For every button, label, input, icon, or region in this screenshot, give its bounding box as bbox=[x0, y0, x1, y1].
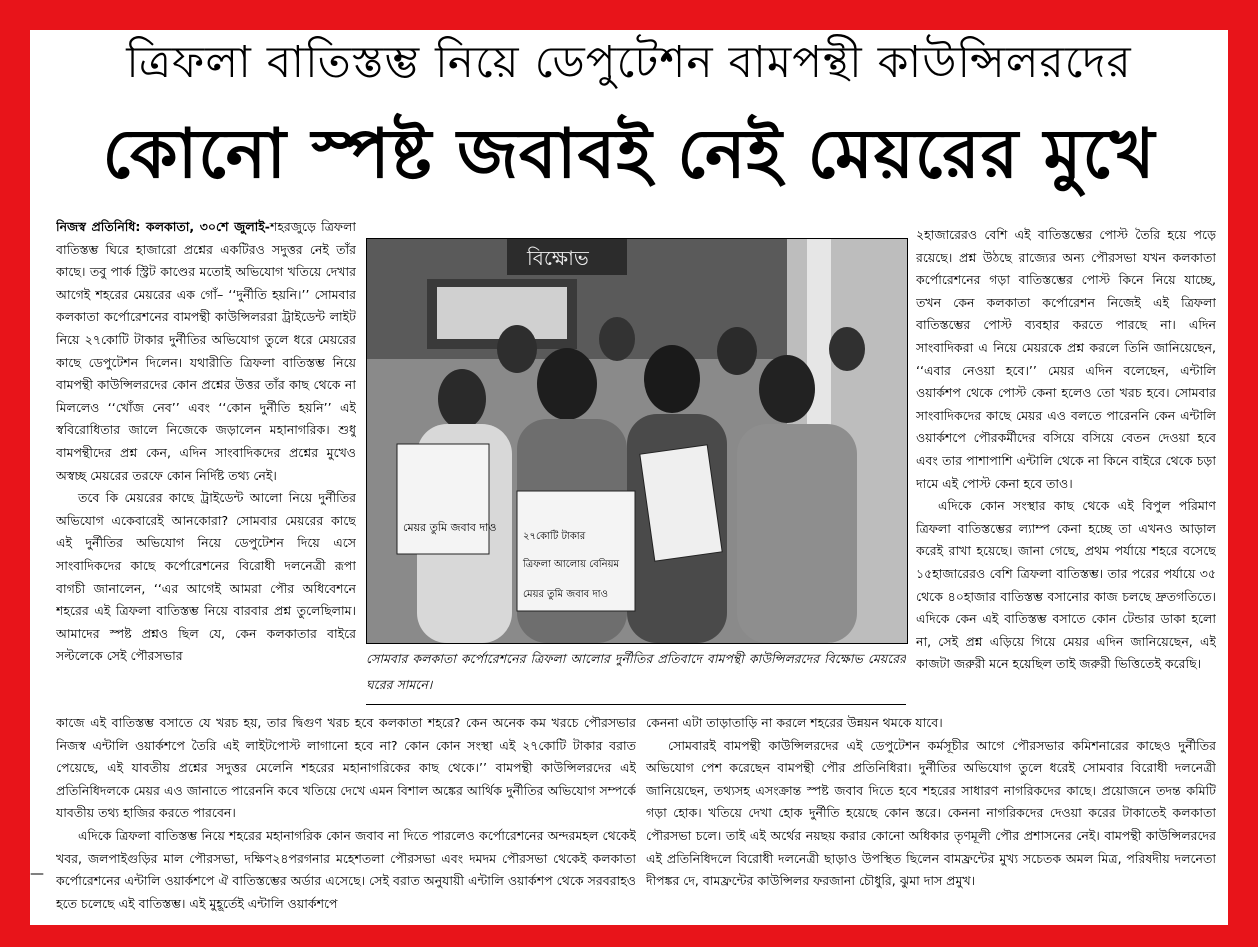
main-headline: কোনো স্পষ্ট জবাবই নেই মেয়রের মুখে bbox=[102, 115, 1156, 194]
paragraph: ২হাজারেরও বেশি এই বাতিস্তম্ভের পোস্ট তৈরি হয়ে পড়ে রয়েছে। প্রশ্ন উঠছে রাজ্যের অন্য পৌরসভা যখন কলকাতা কর্পোরেশনের গড়া বাতিস্তম্ভের পোস্ট কিনে নিয়ে যাচ্ছে, তখন কেন কলকাতা কর্পোরেশন নিজেই এই ত্রিফলা বাতিস্তম্ভের পোস্ট ব্যবহার করতে পারছে না। এদিন সাংবাদিকরা এ নিয়ে মেয়রকে প্রশ্ন করলে তিনি জানিয়েছেন, ‘‘এবার নেওয়া হবে।’’ মেয়র এদিন বলেছেন, এন্টালি ওয়ার্কশপ থেকে পোস্ট কেনা হলেও তো খরচ হবে। সোমবার সাংবাদিকদের কাছে মেয়র এও বলতে পারেননি কেন এন্টালি ওয়ার্কশপে পৌরকর্মীদের বসিয়ে বসিয়ে বেতন দেওয়া হবে এবং তার পাশাপাশি এন্টালি থেকে না কিনে বাইরে থেকে চড়া দামে এই পোস্ট কেনা হবে তাও। bbox=[916, 227, 1216, 491]
paragraph: এদিকে কোন সংস্থার কাছ থেকে এই বিপুল পরিমাণ ত্রিফলা বাতিস্তম্ভের ল্যাম্প কেনা হচ্ছে তা এখনও আড়াল করেই রাখা হয়েছে। জানা গেছে, প্রথম পর্যায়ে শহরে বসেছে ১৫হাজারেরও বেশি ত্রিফলা বাতিস্তম্ভ। তার পরের পর্যায়ে ৩৫ থেকে ৪০হাজার বাতিস্তম্ভ বসানোর কাজ চলছে দ্রুতগতিতে। এদিকে কেন এই বাতিস্তম্ভ বসাতে কোন টেন্ডার ডাকা হলো না, সেই প্রশ্ন এড়িয়ে গিয়ে মেয়র এদিন জানিয়েছেন, এই কাজটা জরুরী মনে হয়েছিল তাই জরুরী ভিত্তিতেই করেছি। bbox=[916, 498, 1216, 672]
paragraph: কাজে এই বাতিস্তম্ভ বসাতে যে খরচ হয়, তার দ্বিগুণ খরচ হবে কলকাতা শহরে? কেন অনেক কম খরচে পৌরসভার নিজস্ব এন্টালি ওয়ার্কশপে তৈরি এই লাইটপোস্ট লাগানো হবে না? কোন কোন সংস্থা এই ২৭কোটি টাকার বরাত পেয়েছে, এই যাবতীয় প্রশ্নের সদুত্তর মেলেনি শহরের মহানাগরিকের কাছ থেকে।’’ বামপন্থী কাউন্সিলরদের এই প্রতিনিধিদলকে মেয়র এও জানাতে পারেননি কবে খতিয়ে দেখে এমন বিশাল অঙ্কের আর্থিক দুর্নীতির অভিযোগ সম্পর্কে যাবতীয় তথ্য হাজির করতে পারবেন। bbox=[56, 715, 636, 821]
news-photo bbox=[366, 238, 908, 644]
paragraph-text: শহরজুড়ে ত্রিফলা বাতিস্তম্ভ ঘিরে হাজারো প্রশ্নের একটিরও সদুত্তর নেই তাঁর কাছে। তবু পার্ক স্ট্রিট কাণ্ডের মতোই অভিযোগ খতিয়ে দেখার আগেই শহরের মেয়রের এক গোঁ– ‘‘দুর্নীতি হয়নি।’’ সোমবার কলকাতা কর্পোরেশনের বামপন্থী কাউন্সিলররা ট্রাইডেন্ট লাইট নিয়ে ২৭কোটি টাকার দুর্নীতির অভিযোগ তুলে ধরে মেয়রের কাছে ডেপুটেশন দিলেন। যথারীতি ত্রিফলা বাতিস্তম্ভ নিয়ে বামপন্থী কাউন্সিলরদের কোন প্রশ্নের উত্তর তাঁর কাছ থেকে না মিললেও ‘‘খোঁজ নেব’’ এবং ‘‘কোন দুর্নীতি হয়নি’’ এই স্ববিরোধিতার জালে নিজেকে জড়ালেন মহানাগরিক। শুধু বামপন্থীদের প্রশ্ন কেন, এদিন সাংবাদিকদের প্রশ্নের মুখেও অস্বচ্ছ মেয়রের তরফে কোন নির্দিষ্ট তথ্য নেই। bbox=[56, 219, 356, 483]
column-bottom-right bbox=[646, 712, 1216, 924]
column-left bbox=[56, 216, 356, 710]
newspaper-clipping bbox=[30, 30, 1228, 925]
paragraph: এদিকে ত্রিফলা বাতিস্তম্ভ নিয়ে শহরের মহানাগরিক কোন জবাব না দিতে পারলেও কর্পোরেশনের অন্দরমহল থেকেই খবর, জলপাইগুড়ির মাল পৌরসভা, দক্ষিণ২৪পরগনার মহেশতলা পৌরসভা এবং দমদম পৌরসভা থেকেই কলকাতা কর্পোরেশনের এন্টালি ওয়ার্কশপে ঐ বাতিস্তম্ভের অর্ডার এসেছে। সেই বরাত অনুযায়ী এন্টালি ওয়ার্কশপ থেকে সরবরাহও হতে চলেছে এই বাতিস্তম্ভ। এই মুহূর্তেই এন্টালি ওয়ার্কশপে bbox=[56, 827, 636, 911]
column-right bbox=[916, 224, 1216, 714]
placard-4: মেয়র তুমি জবাব দাও bbox=[523, 589, 608, 600]
paragraph: সোমবারই বামপন্থী কাউন্সিলরদের এই ডেপুটেশন কর্মসূচীর আগে পৌরসভার কমিশনারের কাছেও দুর্নীতির অভিযোগ পেশ করেছেন বামপন্থী পৌর প্রতিনিধিরা। দুর্নীতির অভিযোগ তুলে ধরেই সোমবার বিরোধী দলনেত্রী জানিয়েছেন, তথ্যসহ এসংক্রান্ত স্পষ্ট জবাব দিতে হবে শহরের সাধারণ নাগরিকদের কাছে। প্রয়োজনে তদন্ত কমিটি গড়া হোক। খতিয়ে দেখা হোক দুর্নীতি হয়েছে কোন স্তরে। কেননা নাগরিকদের দেওয়া করের টাকাতেই কলকাতা পৌরসভা চলে। তাই এই অর্থের নয়ছয় করার কোনো অধিকার তৃণমূলী পৌর প্রশাসনের নেই। বামপন্থী কাউন্সিলরদের এই প্রতিনিধিদলে বিরোধী দলনেত্রী ছাড়াও উপস্থিত ছিলেন বামফ্রন্টের মুখ্য সচেতক অমল মিত্র, পরিষদীয় দলনেতা দীপঙ্কর দে, বামফ্রন্টের কাউন্সিলর ফরজানা চৌধুরি, ঝুমা দাস প্রমুখ। bbox=[646, 737, 1216, 889]
photo-caption: সোমবার কলকাতা কর্পোরেশনের ত্রিফলা আলোর দুর্নীতির প্রতিবাদে বামপন্থী কাউন্সিলরদের বিক্ষোভ মেয়রের ঘরের সামনে। bbox=[366, 651, 906, 692]
paragraph: কেননা এটা তাড়াতাড়ি না করলে শহরের উন্নয়ন থমকে যাবে। bbox=[646, 715, 943, 730]
placard-2: ত্রিফলা আলোয় বেনিয়ম bbox=[523, 559, 620, 570]
byline: নিজস্ব প্রতিনিধি: কলকাতা, ৩০শে জুলাই- bbox=[56, 219, 270, 234]
placard-3: ২৭কোটি টাকার bbox=[523, 531, 586, 542]
banner-text: বিক্ষোভ bbox=[527, 246, 589, 270]
margin-dash: — bbox=[30, 866, 44, 882]
placard-1: মেয়র তুমি জবাব দাও bbox=[403, 521, 497, 534]
kicker-headline: ত্রিফলা বাতিস্তম্ভ নিয়ে ডেপুটেশন বামপন্থী কাউন্সিলরদের bbox=[126, 37, 1132, 88]
caption-divider bbox=[366, 704, 906, 705]
paragraph: তবে কি মেয়রের কাছে ট্রাইডেন্ট আলো নিয়ে দুর্নীতির অভিযোগ একেবারেই আনকোরা? সোমবার মেয়রের কাছে এই দুর্নীতির অভিযোগ নিয়ে ডেপুটেশন দিয়ে এসে সাংবাদিকদের কাছে কর্পোরেশনের বিরোধী দলনেত্রী রূপা বাগচী জানালেন, ‘‘এর আগেই আমরা পৌর অধিবেশনে শহরের এই ত্রিফলা বাতিস্তম্ভ নিয়ে বারবার প্রশ্ন তুলেছিলাম। আমাদের স্পষ্ট প্রশ্নও ছিল যে, কেন কলকাতার বাইরে সল্টলেকে সেই পৌরসভার bbox=[56, 490, 356, 664]
protest-photo-illustration bbox=[367, 239, 907, 643]
paragraph bbox=[56, 216, 356, 487]
column-bottom-left bbox=[56, 712, 636, 924]
